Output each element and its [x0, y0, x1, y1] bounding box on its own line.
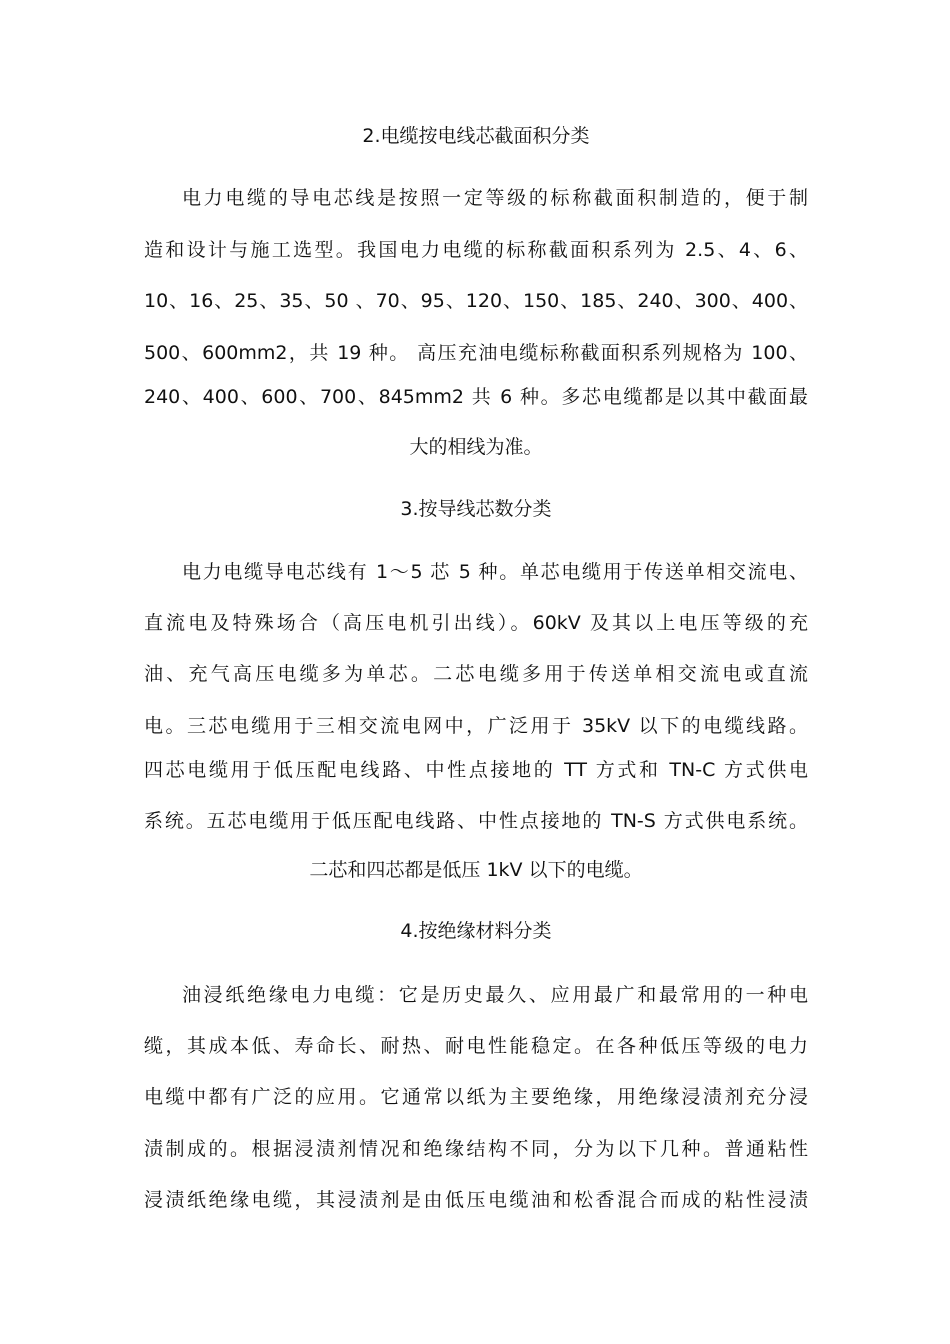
- paragraph-line: 四芯电缆用于低压配电线路、中性点接地的 TT 方式和 TN-C 方式供电: [144, 759, 808, 781]
- paragraph-line: 造和设计与施工选型。我国电力电缆的标称截面积系列为 2.5、4、6、: [144, 239, 808, 261]
- paragraph-line: 渍制成的。根据浸渍剂情况和绝缘结构不同，分为以下几种。普通粘性: [144, 1138, 808, 1160]
- paragraph-line: 直流电及特殊场合（高压电机引出线）。60kV 及其以上电压等级的充: [144, 612, 808, 634]
- paragraph-line: 二芯和四芯都是低压 1kV 以下的电缆。: [309, 859, 643, 881]
- paragraph-line: 电力电缆导电芯线有 1～5 芯 5 种。单芯电缆用于传送单相交流电、: [182, 561, 808, 583]
- section-heading: 3.按导线芯数分类: [400, 498, 552, 520]
- paragraph-line: 电。三芯电缆用于三相交流电网中，广泛用于 35kV 以下的电缆线路。: [144, 715, 808, 737]
- paragraph-line: 电力电缆的导电芯线是按照一定等级的标称截面积制造的，便于制: [182, 187, 808, 209]
- paragraph-line: 电缆中都有广泛的应用。它通常以纸为主要绝缘，用绝缘浸渍剂充分浸: [144, 1086, 808, 1108]
- paragraph-line: 240、400、600、700、845mm2 共 6 种。多芯电缆都是以其中截面最: [144, 386, 808, 408]
- paragraph-line: 500、600mm2，共 19 种。 高压充油电缆标称截面积系列规格为 100、: [144, 342, 808, 364]
- section-heading: 4.按绝缘材料分类: [400, 920, 552, 942]
- paragraph-line: 大的相线为准。: [409, 436, 543, 458]
- paragraph-line: 浸渍纸绝缘电缆，其浸渍剂是由低压电缆油和松香混合而成的粘性浸渍: [144, 1189, 808, 1211]
- paragraph-line: 10、16、25、35、50 、70、95、120、150、185、240、300、400、: [144, 290, 808, 312]
- paragraph-line: 缆，其成本低、寿命长、耐热、耐电性能稳定。在各种低压等级的电力: [144, 1035, 808, 1057]
- section-heading: 2.电缆按电线芯截面积分类: [362, 125, 590, 147]
- paragraph-line: 油浸纸绝缘电力电缆：它是历史最久、应用最广和最常用的一种电: [182, 984, 808, 1006]
- paragraph-line: 油、充气高压电缆多为单芯。二芯电缆多用于传送单相交流电或直流: [144, 663, 808, 685]
- paragraph-line: 系统。五芯电缆用于低压配电线路、中性点接地的 TN-S 方式供电系统。: [144, 810, 808, 832]
